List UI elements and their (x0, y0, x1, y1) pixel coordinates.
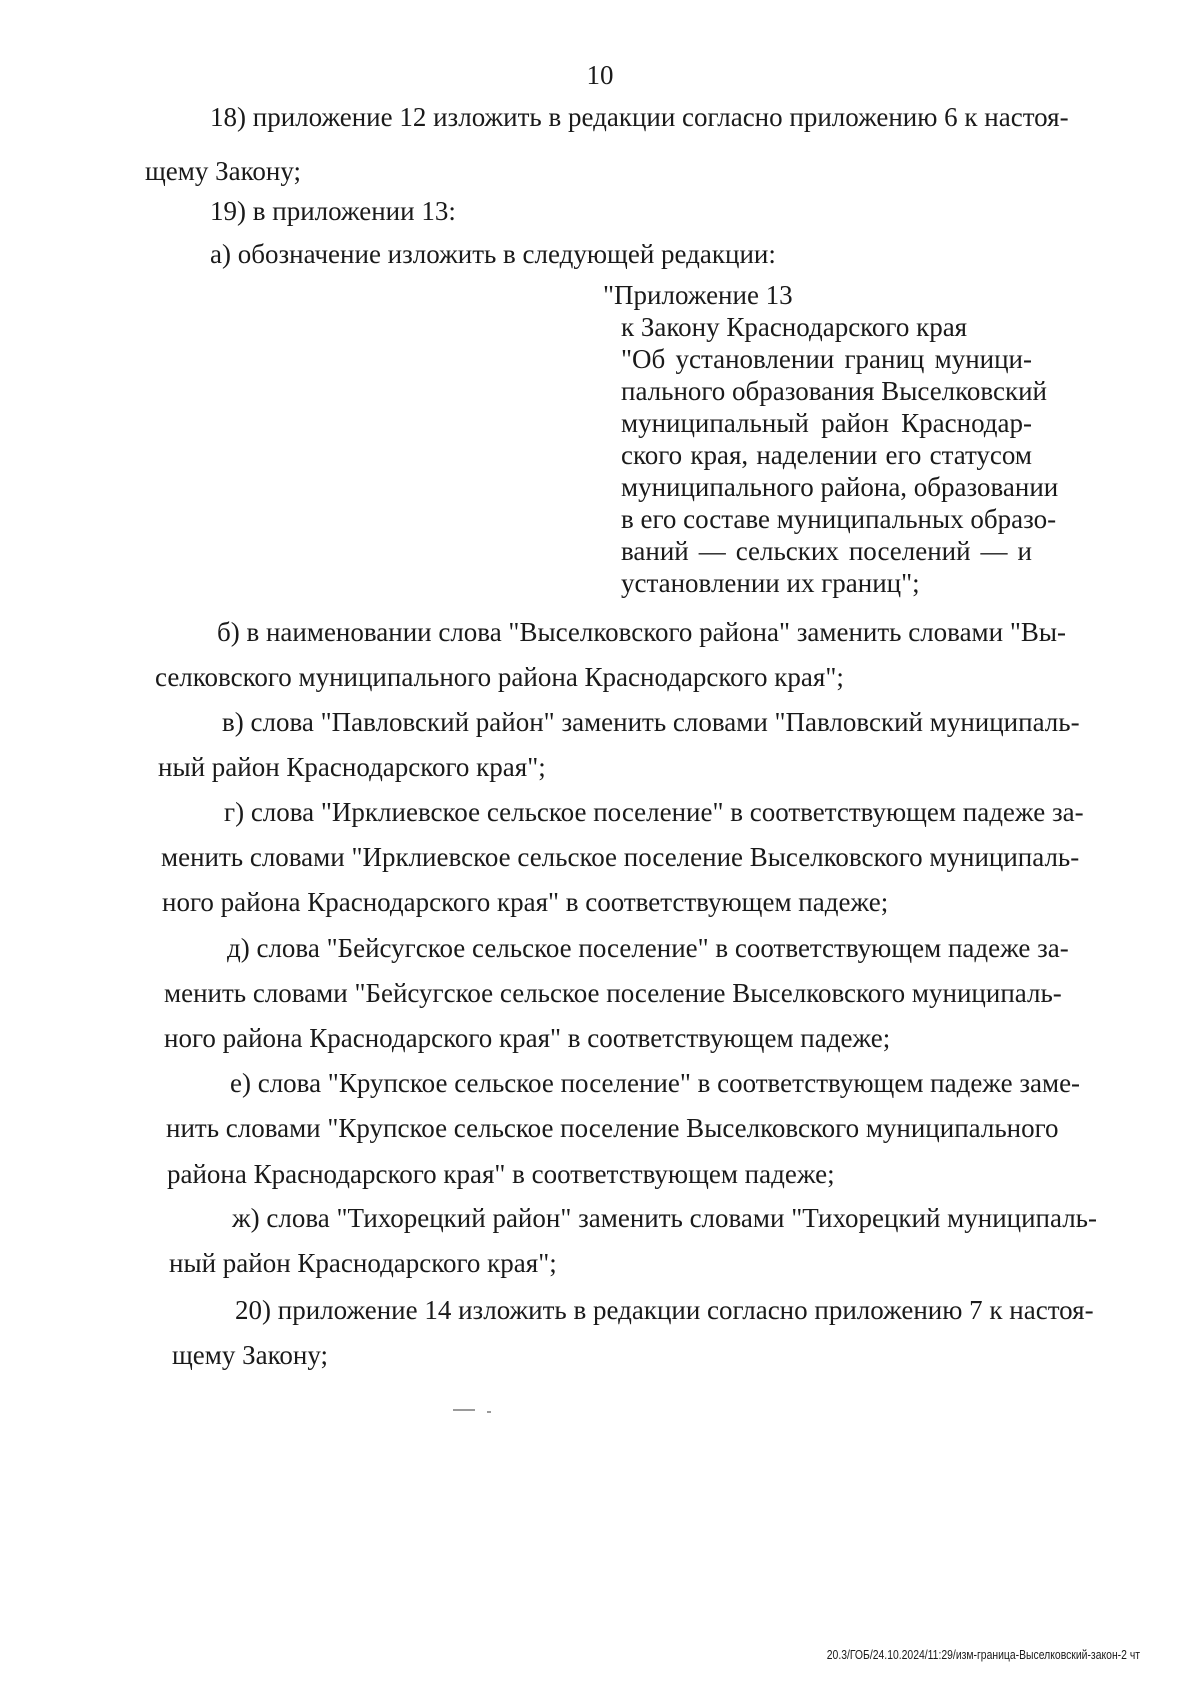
paragraph-line: ный район Краснодарского края"; (158, 752, 546, 782)
paragraph-line: менить словами "Бейсугское сельское поселение Выселковского муниципаль- (164, 978, 1062, 1008)
paragraph-line: б) в наименовании слова "Выселковского района" заменить словами "Вы- (217, 617, 1066, 647)
paragraph-line: е) слова "Крупское сельское поселение" в соответствующем падеже заме- (230, 1068, 1081, 1098)
scan-mark (487, 1411, 491, 1413)
document-footer: 20.3/ГОБ/24.10.2024/11:29/изм-граница-Выселковский-закон-2 чт (826, 1647, 1140, 1662)
paragraph-line: ж) слова "Тихорецкий район" заменить словами "Тихорецкий муниципаль- (232, 1203, 1097, 1233)
annex-line: ваний — сельских поселений — и (621, 536, 1032, 566)
paragraph-line: менить словами "Ирклиевское сельское поселение Выселковского муниципаль- (161, 842, 1080, 872)
paragraph-line: селковского муниципального района Краснодарского края"; (155, 662, 844, 692)
annex-line: к Закону Краснодарского края (621, 312, 968, 342)
paragraph-line: г) слова "Ирклиевское сельское поселение" в соответствующем падеже за- (224, 797, 1084, 827)
paragraph-line: 19) в приложении 13: (210, 196, 456, 226)
paragraph-line: ный район Краснодарского края"; (169, 1248, 557, 1278)
paragraph-line: ного района Краснодарского края" в соответствующем падеже; (162, 887, 889, 917)
annex-line: муниципальный район Краснодар- (621, 408, 1032, 438)
paragraph-line: ного района Краснодарского края" в соответствующем падеже; (164, 1023, 891, 1053)
annex-line: установлении их границ"; (621, 568, 920, 598)
annex-line: муниципального района, образовании (621, 472, 1059, 502)
page-number: 10 (586, 60, 614, 90)
annex-line: ского края, наделении его статусом (621, 440, 1032, 470)
paragraph-line: а) обозначение изложить в следующей редакции: (210, 239, 776, 269)
annex-line: пального образования Выселковский (621, 376, 1047, 406)
paragraph-line: д) слова "Бейсугское сельское поселение" в соответствующем падеже за- (227, 933, 1069, 963)
paragraph-line: 18) приложение 12 изложить в редакции согласно приложению 6 к настоя- (210, 102, 1069, 132)
paragraph-line: щему Закону; (145, 156, 301, 186)
paragraph-line: нить словами "Крупское сельское поселение Выселковского муниципального (166, 1113, 1059, 1143)
annex-line: "Об установлении границ муници- (621, 344, 1032, 374)
paragraph-line: 20) приложение 14 изложить в редакции согласно приложению 7 к настоя- (235, 1295, 1094, 1325)
paragraph-line: в) слова "Павловский район" заменить словами "Павловский муниципаль- (222, 707, 1080, 737)
annex-line: "Приложение 13 (603, 280, 793, 310)
scan-mark (453, 1409, 475, 1411)
annex-line: в его составе муниципальных образо- (621, 504, 1057, 534)
paragraph-line: щему Закону; (172, 1340, 328, 1370)
paragraph-line: района Краснодарского края" в соответствующем падеже; (167, 1159, 835, 1189)
